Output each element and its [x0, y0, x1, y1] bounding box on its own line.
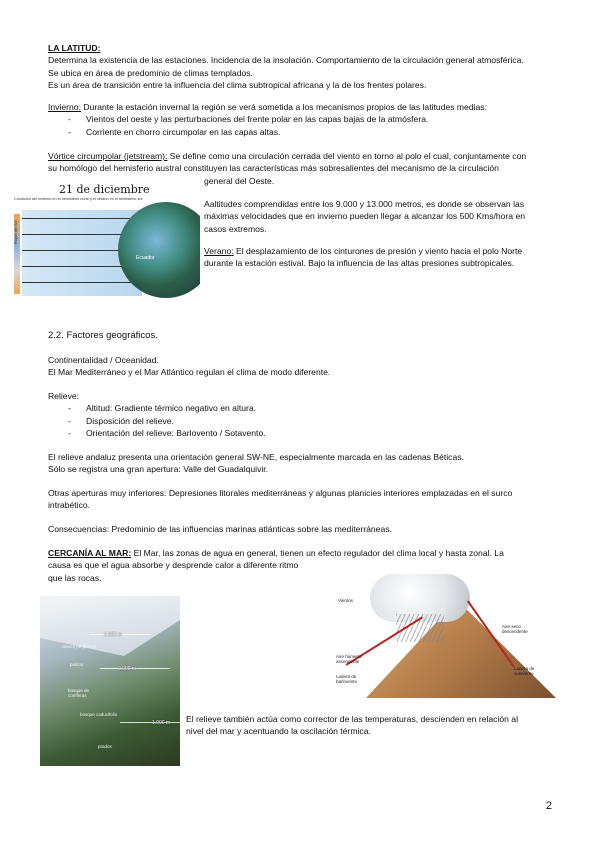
zone-label: nieves perpetuas [62, 644, 97, 649]
altitudes-section: Aaltitudes comprendidas entre los 9.000 y 13.000 metros, es donde se observan las máximas velocidades que en invierno pueden llegar a alcanzar los 500 Kms/hora en casos extremos. [204, 199, 526, 234]
verano-label: Verano: [204, 246, 234, 256]
mountain-vegetation-photo [40, 596, 180, 766]
figure-caption: Condición del invierno en el hemisferio norte y el verano en el hemisferio sur [14, 197, 143, 201]
list-item: - Vientos del oeste y las perturbaciones del frente polar en las capas bajas de la atmósfera. [68, 114, 429, 125]
zone-label: prados [98, 744, 112, 749]
vortice-line: general del Oeste. [204, 176, 275, 186]
consecuencias-text: Consecuencias: Predominio de las influencias marinas atlánticas sobre las mediterráneas. [48, 524, 392, 534]
invierno-list [68, 113, 558, 138]
latitud-line: Determina la existencia de las estaciones. Incidencia de la insolación. Comportamiento de la circulación general atmosférica. [48, 55, 524, 66]
aperturas-section: Otras aperturas muy inferiores: Depresiones litorales mediterráneas y algunas planicies interiores emplazadas en el surco intrabético. [48, 488, 513, 511]
latitud-line: Se ubica en área de predominio de climas templados. [48, 67, 253, 78]
invierno-text: Durante la estación invernal la región se verá sometida a los mecanismos propios de las latitudes medias: [80, 102, 487, 112]
zone-label: pastos [70, 662, 84, 667]
latitud-line: Es un área de transición entre la influencia del clima subtropical africana y la de los frentes polares. [48, 79, 427, 90]
earth-solstice-figure [14, 184, 200, 300]
latitud-title: LA LATITUD: [48, 43, 101, 53]
invierno-label: Invierno: [48, 102, 81, 112]
list-item: - Altitud: Gradiente térmico negativo en altura. [68, 403, 257, 414]
cercania-section: CERCANÍA AL MAR: El Mar, las zonas de agua en general, tienen un efecto regulador del clima local y hasta zonal. La causa es que el agua absorbe y desprende calor a diferente ritmo que las rocas. [48, 548, 504, 583]
vortice-line: su homólogo del hemisferio austral constituyen las características más sobresalientes del mecanismo de la circulación [48, 163, 499, 174]
altitude-label: 1.000 m [152, 720, 171, 726]
diagram-label: Aire húmedo ascendente [336, 654, 362, 665]
diagram-label: Vientos [338, 598, 353, 603]
list-item: - Orientación del relieve: Barlovento / Sotavento. [68, 427, 266, 438]
side-label: Rayos del Sol [14, 220, 18, 244]
latitud-section [48, 42, 558, 91]
figure-title: 21 de diciembre [59, 184, 150, 196]
vortice-section [48, 150, 558, 175]
altitude-label: 2.000 m [118, 666, 137, 672]
page-number: 2 [545, 799, 552, 812]
diagram-label: Aire seco descendente [502, 624, 528, 635]
factores-heading: 2.2. Factores geográficos. [48, 330, 158, 341]
cercania-label: CERCANÍA AL MAR: [48, 548, 132, 558]
vortice-text: Se define como una circulación cerrada del viento en torno al polo el cual, conjuntamente con [167, 151, 527, 161]
list-item: - Corriente en chorro circumpolar en las capas altas. [68, 126, 281, 137]
zone-label: bosque de coníferas [68, 688, 90, 698]
vortice-label: Vórtice circumpolar (jetstream): [48, 151, 168, 161]
diagram-label: Ladera de sotavento [514, 666, 535, 677]
altitude-label: 3.000 m [104, 632, 123, 638]
verano-section: Verano: El desplazamiento de los cinturones de presión y viento hacia el polo Norte durante la estación estival. Bajo la influencia de las altas presiones subtropicales. [204, 246, 523, 269]
diagram-label: Ladera de barlovento [336, 674, 358, 685]
orientacion-section: El relieve andaluz presenta una orientación general SW-NE, especialmente marcada en las cadenas Béticas. Sólo se registra una gran apertura: Valle del Guadalquivir. [48, 452, 464, 475]
invierno-section [48, 101, 558, 138]
relieve-corrector-section: El relieve también actúa como corrector de las temperaturas, descienden en relación al nivel del mar y acentuando la oscilación térmica. [186, 714, 518, 737]
foehn-effect-diagram [336, 570, 556, 698]
zone-label: bosque caducifolio [80, 712, 118, 717]
earth-label: Ecuador [136, 255, 155, 261]
relieve-list [68, 402, 558, 439]
continentalidad-section: Continentalidad / Oceanidad. El Mar Mediterráneo y el Mar Atlántico regulan el clima de modo diferente. [48, 355, 331, 378]
relieve-section: Relieve: - Altitud: Gradiente térmico negativo en altura. - Disposición del relieve. - Orientación del relieve: Barlovento / Sotavento. [48, 390, 558, 439]
list-item: - Disposición del relieve. [68, 415, 174, 426]
